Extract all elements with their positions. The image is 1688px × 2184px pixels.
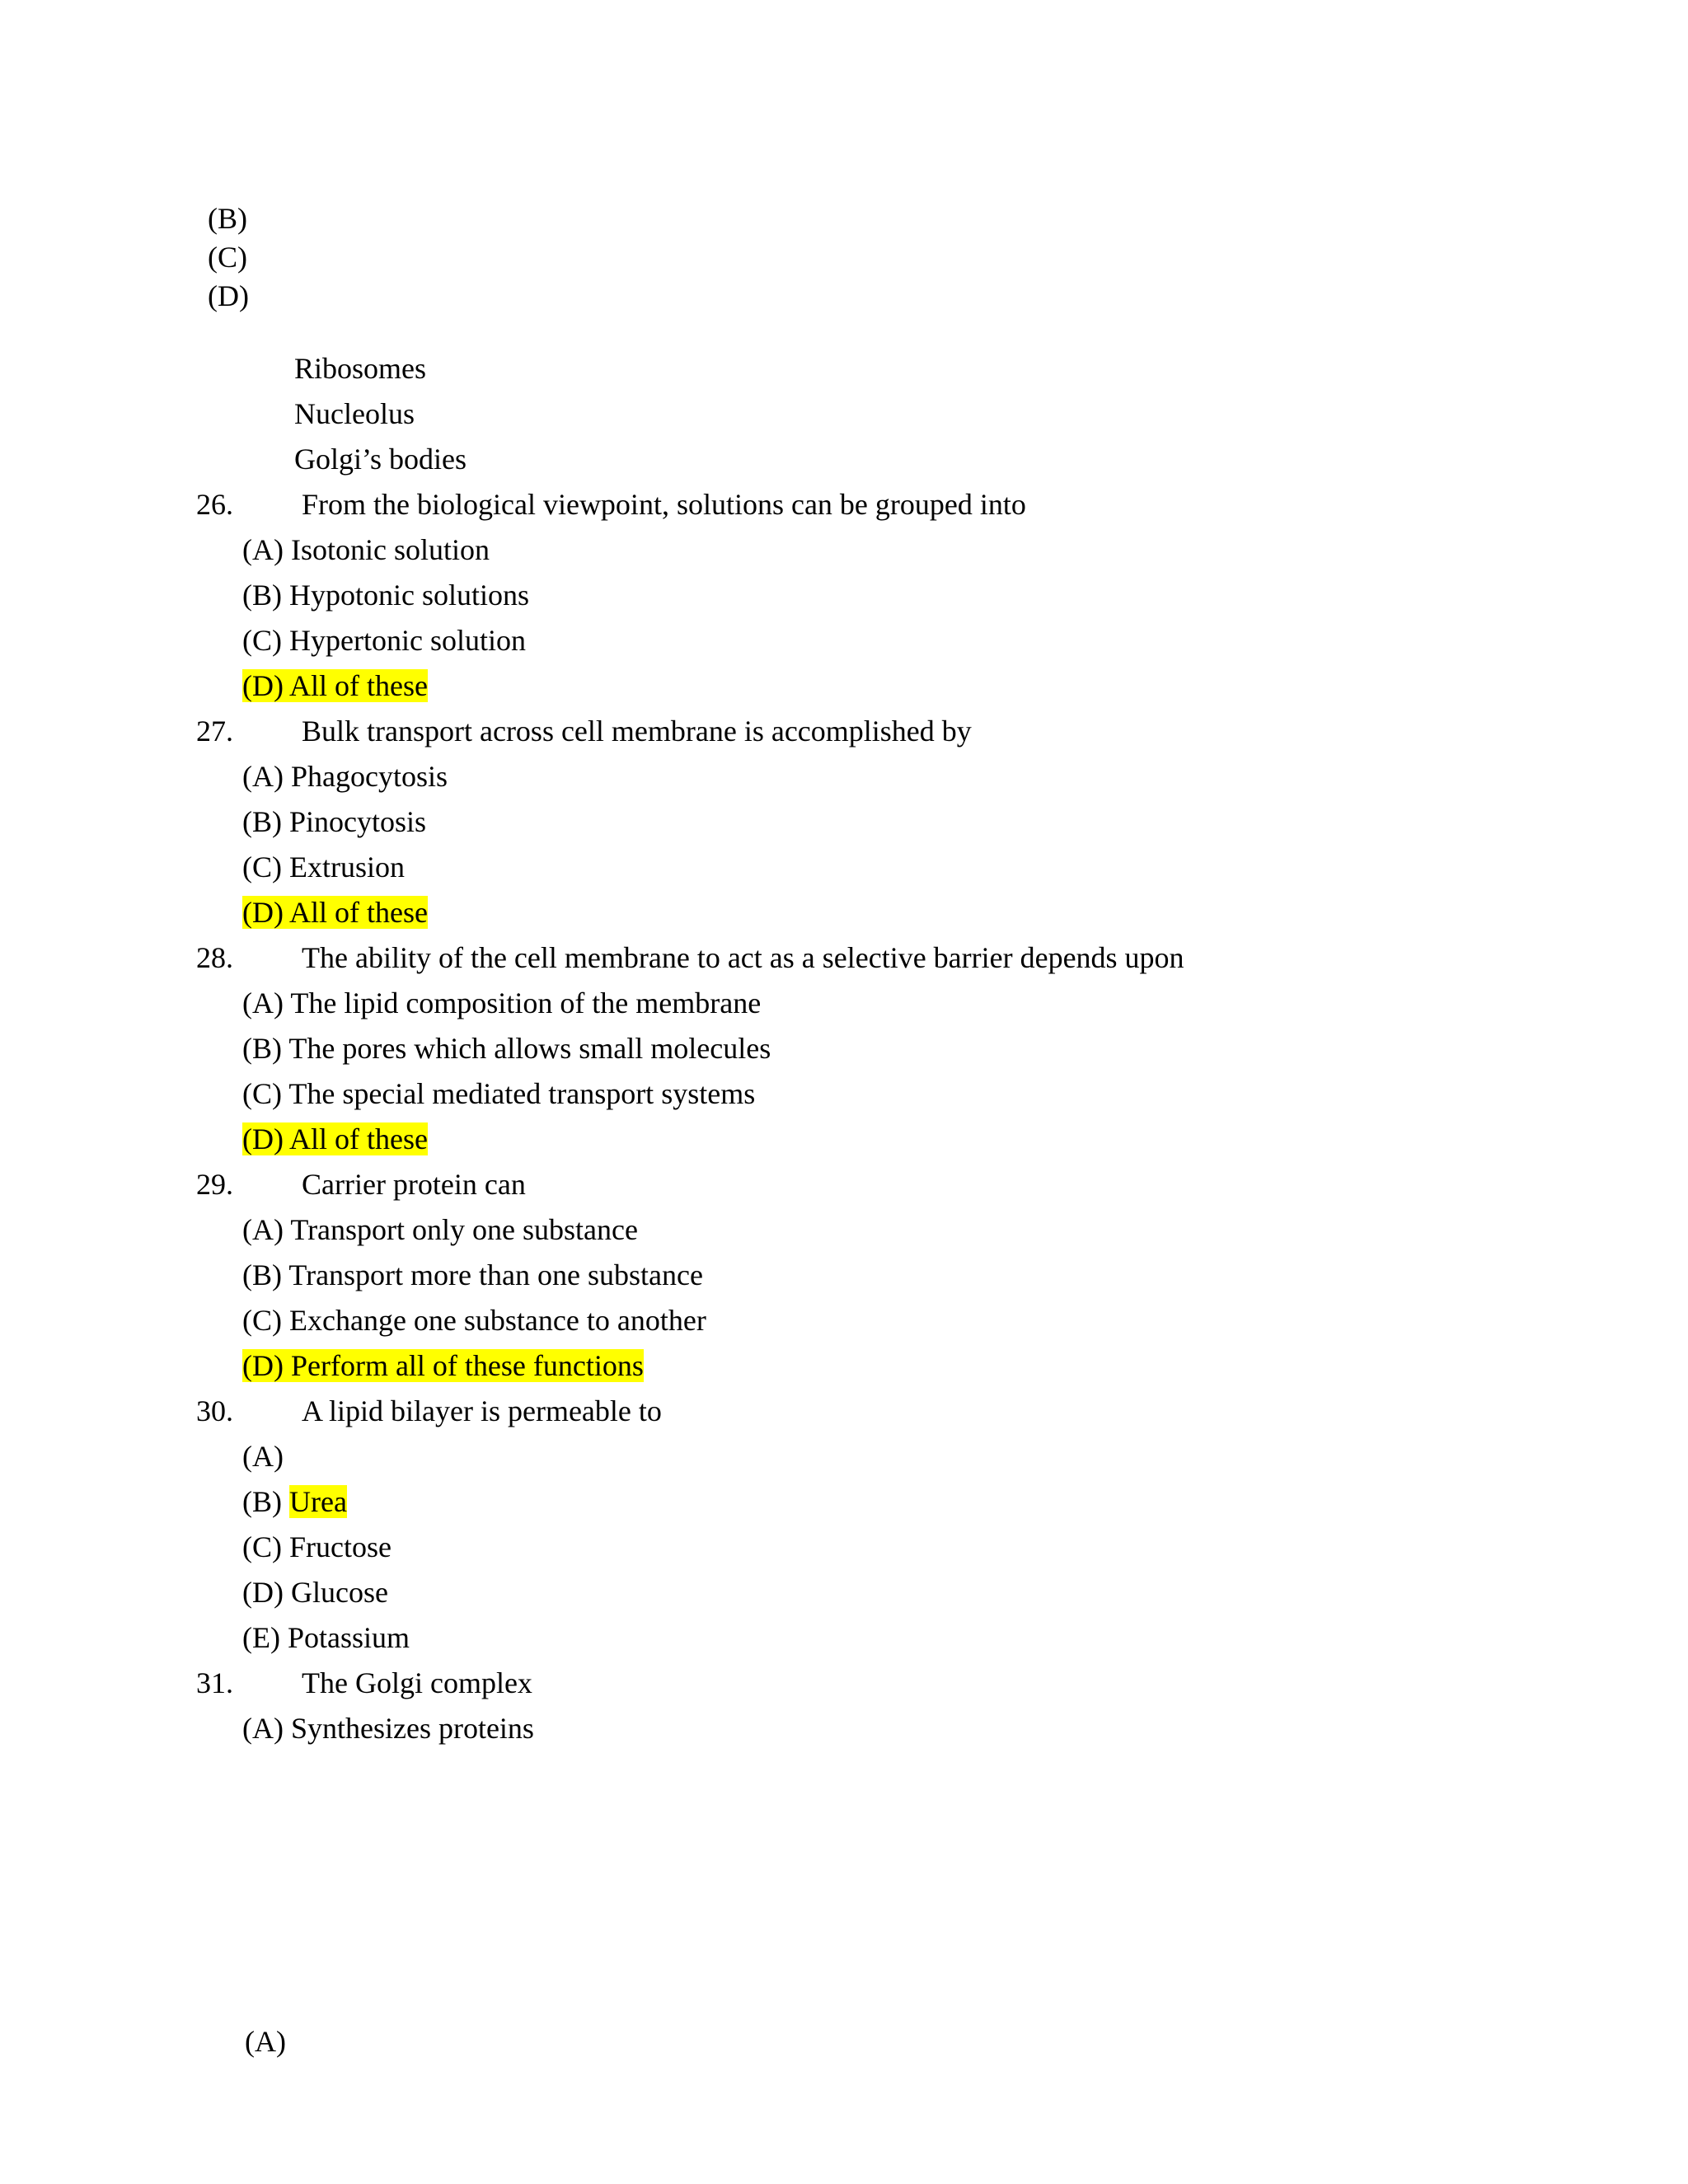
top-label-c: (C) <box>208 241 247 274</box>
bottom-label-a: (A) <box>245 2025 286 2058</box>
question-stem: From the biological viewpoint, solutions can be grouped into <box>302 488 1026 521</box>
option-d-answer: (D) All of these <box>242 669 428 702</box>
option-c: (C) Hypertonic solution <box>242 624 526 657</box>
top-label-b: (B) <box>208 202 247 235</box>
option-a: (A) Transport only one substance <box>242 1213 638 1246</box>
option-c: (C) The special mediated transport systems <box>242 1077 756 1110</box>
question-stem: A lipid bilayer is permeable to <box>302 1394 662 1427</box>
option-e: (E) Potassium <box>242 1621 410 1654</box>
option-d-answer: (D) All of these <box>242 896 428 929</box>
option-d-answer: (D) All of these <box>242 1122 428 1155</box>
question-number: 27. <box>196 715 233 748</box>
question-stem: The ability of the cell membrane to act as a selective barrier depends upon <box>302 941 1184 974</box>
option-b: (B) Transport more than one substance <box>242 1258 703 1291</box>
question-stem: Carrier protein can <box>302 1168 526 1201</box>
top-label-d: (D) <box>208 279 249 312</box>
question-stem: The Golgi complex <box>302 1666 532 1699</box>
option-a: (A) <box>242 1440 284 1473</box>
option-b: (B) Pinocytosis <box>242 805 427 838</box>
option-b: (B) Hypotonic solutions <box>242 579 530 612</box>
option-d: (D) Glucose <box>242 1576 388 1609</box>
option-b: (B) The pores which allows small molecules <box>242 1032 771 1065</box>
option-c: (C) Exchange one substance to another <box>242 1304 706 1337</box>
question-number: 31. <box>196 1666 233 1699</box>
question-number: 29. <box>196 1168 233 1201</box>
option-d-answer: (D) Perform all of these functions <box>242 1349 644 1382</box>
option-a: (A) The lipid composition of the membrane <box>242 987 762 1019</box>
question-number: 28. <box>196 941 233 974</box>
top-option-ribosomes: Ribosomes <box>294 352 427 385</box>
top-option-nucleolus: Nucleolus <box>294 397 415 430</box>
option-b-answer: (B) Urea <box>242 1485 347 1518</box>
question-stem: Bulk transport across cell membrane is accomplished by <box>302 715 972 748</box>
question-number: 30. <box>196 1394 233 1427</box>
question-number: 26. <box>196 488 233 521</box>
option-a: (A) Isotonic solution <box>242 533 490 566</box>
top-option-golgi: Golgi’s bodies <box>294 443 467 476</box>
option-c: (C) Fructose <box>242 1530 392 1563</box>
option-a: (A) Phagocytosis <box>242 760 448 793</box>
option-c: (C) Extrusion <box>242 851 405 883</box>
option-a: (A) Synthesizes proteins <box>242 1712 534 1745</box>
